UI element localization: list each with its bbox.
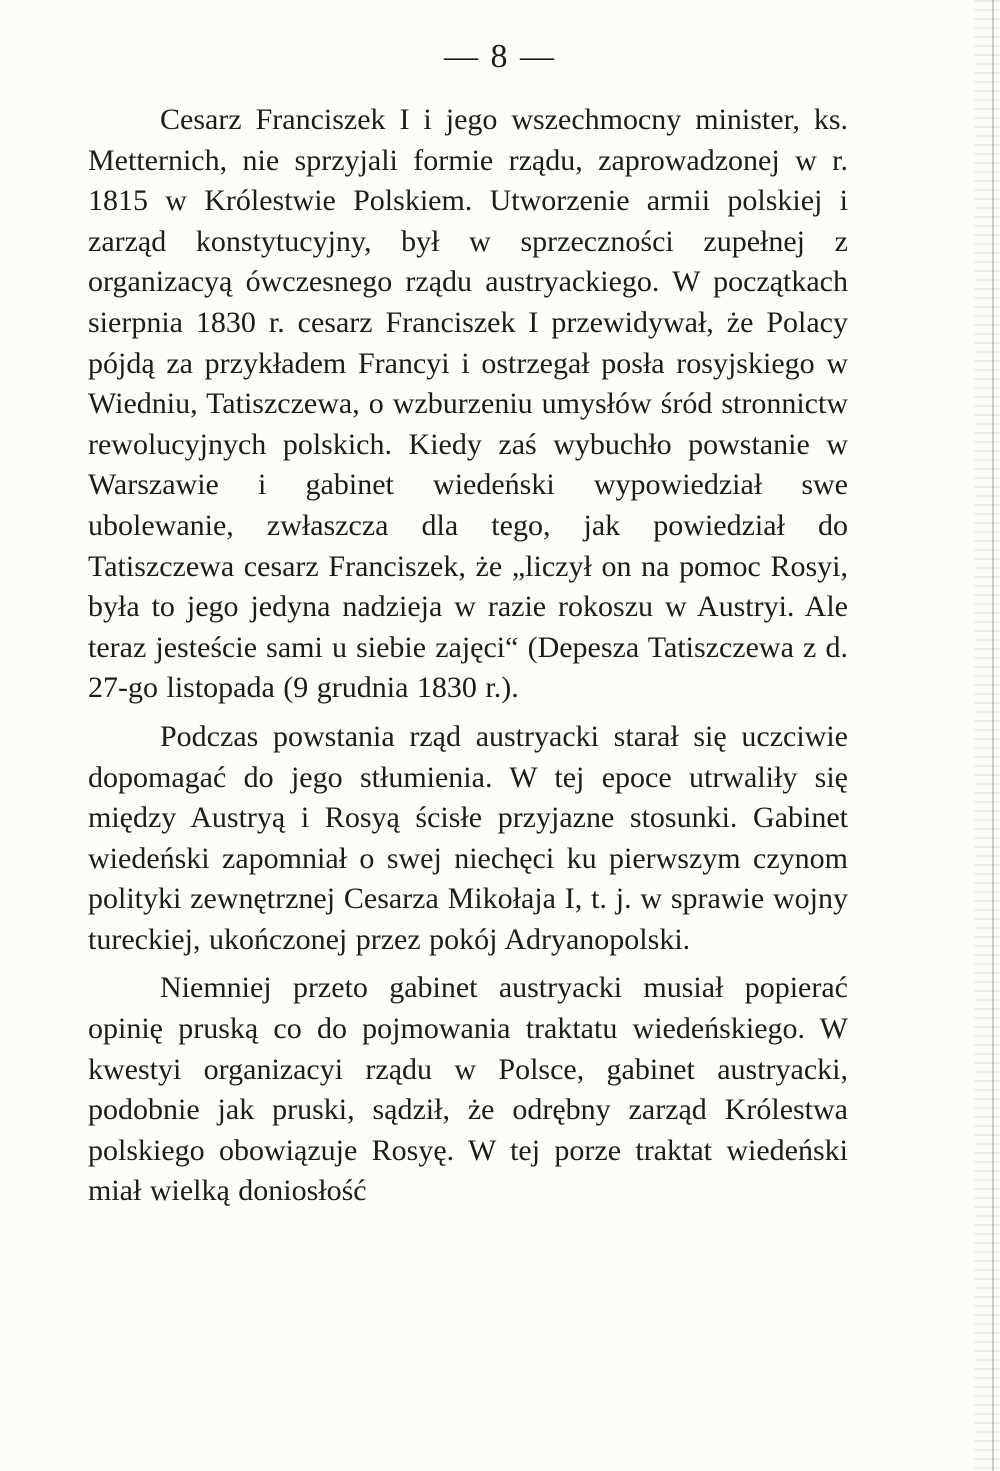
body-text — [88, 100, 848, 1212]
paragraph: Cesarz Franciszek I i jego wszechmocny minister, ks. Metternich, nie sprzyjali formie rządu, zaprowadzonej w r. 1815 w Królestwie Polskiem. Utworzenie armii polskiej i zarząd konstytucyjny, był w sprzeczności zupełnej z organizacyą ówczesnego rządu austryackiego. W początkach sierpnia 1830 r. cesarz Franciszek I przewidywał, że Polacy pójdą za przykładem Francyi i ostrzegał posła rosyjskiego w Wiedniu, Tatiszczewa, o wzburzeniu umysłów śród stronnictw rewolucyjnych polskich. Kiedy zaś wybuchło powstanie w Warszawie i gabinet wiedeński wypowiedział swe ubolewanie, zwłaszcza dla tego, jak powiedział do Tatiszczewa cesarz Franciszek, że „liczył on na pomoc Rosyi, była to jego jedyna nadzieja w razie rokoszu w Austryi. Ale teraz jesteście sami u siebie zajęci“ (Depesza Tatiszczewa z d. 27-go listopada (9 grudnia 1830 r.). — [88, 103, 848, 705]
paragraph: Podczas powstania rząd austryacki starał się uczciwie dopomagać do jego stłumienia. W tej epoce utrwaliły się między Austryą i Rosyą ścisłe przyjazne stosunki. Gabinet wiedeński zapomniał o swej niechęci ku pierwszym czynom polityki zewnętrznej Cesarza Mikołaja I, t. j. w sprawie wojny tureckiej, ukończonej przez pokój Adryanopolski. — [88, 719, 848, 956]
scan-edge-shadow — [974, 0, 1000, 1471]
scan-edge-line — [992, 0, 994, 1471]
paragraph: Niemniej przeto gabinet austryacki musiał popierać opinię pruską co do pojmowania traktatu wiedeńskiego. W kwestyi organizacyi rządu w Polsce, gabinet austryacki, podobnie jak pruski, sądził, że odrębny zarząd Królestwa polskiego obowiązuje Rosyę. W tej porze traktat wiedeński miał wielką doniosłość — [88, 971, 848, 1208]
page-number: — 8 — — [444, 38, 556, 75]
